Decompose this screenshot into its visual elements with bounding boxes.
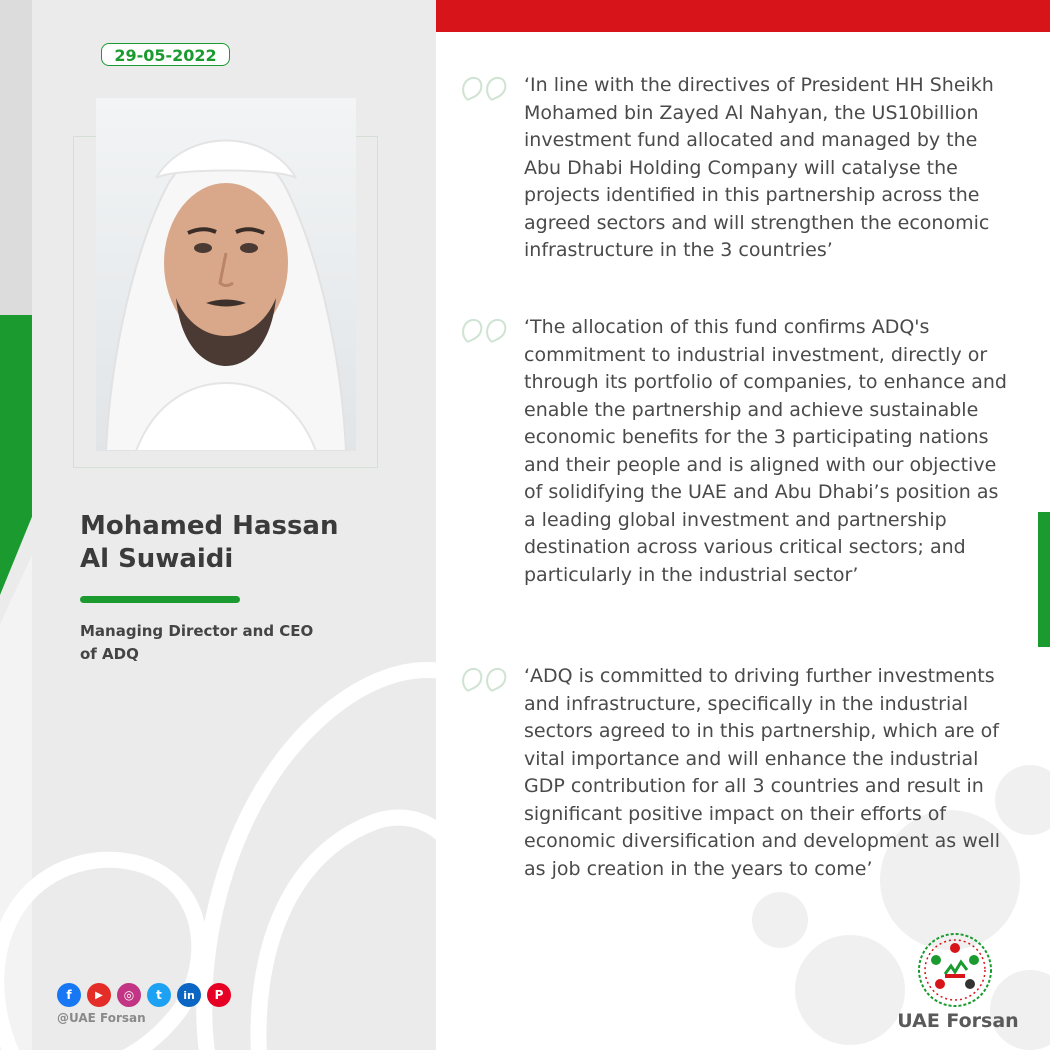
youtube-icon[interactable]: ▶ [87, 983, 111, 1007]
quote-mark-icon [460, 665, 512, 693]
brand-name: UAE Forsan [897, 1010, 1019, 1032]
person-title-line2: of ADQ [80, 645, 139, 663]
left-panel [0, 0, 436, 1050]
right-edge-green [1038, 512, 1050, 647]
social-handle: @UAE Forsan [57, 1011, 146, 1025]
portrait-illustration [96, 98, 356, 451]
quote-1-text: ‘In line with the directives of President HH Sheikh Mohamed bin Zayed Al Nahyan, the US10billion investment fund allocated and managed by the Abu Dhabi Holding Company will catalyse the projects identified in this partnership across the agreed sectors and will strengthen the economic infrastructure in the 3 countries’ [524, 74, 994, 261]
quote-mark-icon [460, 74, 512, 102]
person-name-line2: Al Suwaidi [80, 544, 234, 574]
date-badge: 29-05-2022 [101, 43, 230, 66]
edge-stripe-grey [0, 0, 32, 315]
quote-3-text: ‘ADQ is committed to driving further investments and infrastructure, specifically in the industrial sectors agreed to in this partnership, which are of vital importance and will enhance the industrial GDP contribution for all 3 countries and result in significant positive impact on their efforts of economic diversification and development as well as job creation in the years to come’ [524, 665, 1000, 880]
person-title-line1: Managing Director and CEO [80, 622, 314, 640]
portrait-photo [96, 98, 356, 451]
person-title [80, 620, 380, 666]
facebook-icon[interactable]: f [57, 983, 81, 1007]
twitter-icon[interactable]: t [147, 983, 171, 1007]
name-underline [80, 596, 240, 603]
pinterest-icon[interactable]: P [207, 983, 231, 1007]
top-red-bar [436, 0, 1050, 32]
uae-forsan-logo-icon [915, 930, 995, 1010]
quote-mark-icon [460, 316, 512, 344]
person-name-line1: Mohamed Hassan [80, 511, 339, 541]
person-name [80, 510, 420, 576]
quote-2-text: ‘The allocation of this fund confirms ADQ's commitment to industrial investment, directly or through its portfolio of companies, to enhance and enable the partnership and achieve sustainable economic benefits for the 3 participating nations and their people and is aligned with our objective of solidifying the UAE and Abu Dhabi’s position as a leading global investment and partnership destination across various critical sectors; and particularly in the industrial sector’ [524, 316, 1007, 586]
social-links [57, 983, 231, 1007]
linkedin-icon[interactable]: in [177, 983, 201, 1007]
instagram-icon[interactable]: ◎ [117, 983, 141, 1007]
edge-stripe-green [0, 315, 32, 595]
